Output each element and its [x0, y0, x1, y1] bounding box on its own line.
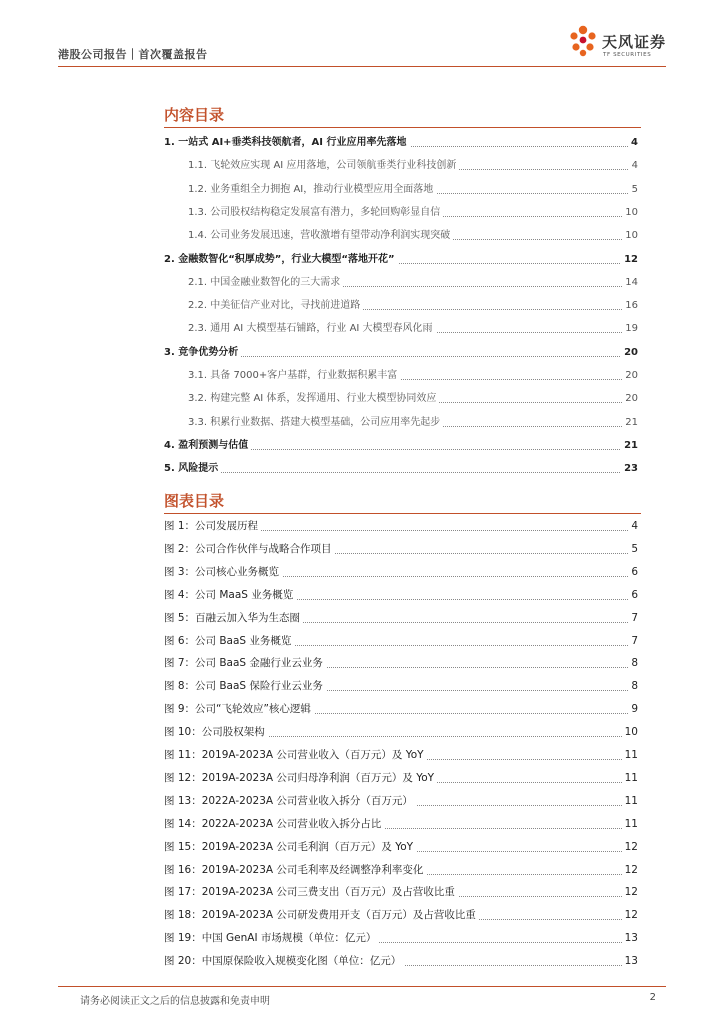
figure-entry-page: 6 — [628, 561, 638, 583]
figure-entry-page: 5 — [628, 538, 638, 560]
figure-entry[interactable] — [0, 538, 724, 560]
figure-entry[interactable] — [0, 836, 724, 858]
figure-entry-page: 7 — [628, 630, 638, 652]
toc-entry-page: 10 — [622, 203, 638, 223]
figure-entry-text: 图 6：公司 BaaS 业务概览 — [164, 630, 294, 652]
figures-title: 图表目录 — [164, 492, 225, 510]
toc-entry[interactable] — [0, 203, 724, 223]
toc-entry-page: 19 — [622, 319, 638, 339]
toc-entry-text: 3.2. 构建完整 AI 体系，发挥通用、行业大模型协同效应 — [188, 389, 439, 409]
toc-entry[interactable] — [0, 180, 724, 200]
toc-entry-page: 21 — [621, 436, 638, 456]
figure-entry-text: 图 10：公司股权架构 — [164, 721, 268, 743]
toc-entry[interactable] — [0, 133, 724, 153]
footer-divider — [58, 986, 666, 987]
figure-entry-text: 图 1：公司发展历程 — [164, 515, 261, 537]
figure-entry-page: 8 — [628, 675, 638, 697]
figure-entry-text: 图 9：公司“飞轮效应”核心逻辑 — [164, 698, 314, 720]
toc-title-rule — [164, 127, 641, 128]
figure-entry-page: 11 — [622, 767, 638, 789]
toc-entry[interactable] — [0, 226, 724, 246]
toc-entry[interactable] — [0, 250, 724, 270]
toc-entry-text: 3.3. 积累行业数据、搭建大模型基础，公司应用率先起步 — [188, 413, 443, 433]
figure-entry[interactable] — [0, 607, 724, 629]
toc-entry[interactable] — [0, 366, 724, 386]
figure-entry-page: 11 — [622, 744, 638, 766]
figure-entry-text: 图 4：公司 MaaS 业务概览 — [164, 584, 296, 606]
figure-entry-page: 12 — [622, 881, 638, 903]
toc-entry-page: 5 — [629, 180, 638, 200]
logo-en-text: TF SECURITIES — [603, 52, 652, 58]
figure-entry[interactable] — [0, 744, 724, 766]
figure-entry[interactable] — [0, 813, 724, 835]
toc-entry-text: 4. 盈利预测与估值 — [164, 436, 251, 456]
figure-entry-text: 图 3：公司核心业务概览 — [164, 561, 282, 583]
logo-flower-icon — [566, 22, 600, 64]
figure-entry[interactable] — [0, 904, 724, 926]
toc-entry-page: 20 — [621, 343, 638, 363]
footer-disclaimer: 请务必阅读正文之后的信息披露和免责申明 — [80, 996, 270, 1007]
toc-entry-text: 3. 竞争优势分析 — [164, 343, 241, 363]
figure-entry-text: 图 7：公司 BaaS 金融行业云业务 — [164, 652, 326, 674]
figure-entry-page: 7 — [628, 607, 638, 629]
toc-leader-dots — [164, 472, 638, 473]
figure-entry-page: 13 — [622, 927, 638, 949]
figure-entry-text: 图 16：2019A-2023A 公司毛利率及经调整净利率变化 — [164, 859, 426, 881]
figure-entry-text: 图 20：中国原保险收入规模变化图（单位：亿元） — [164, 950, 404, 972]
logo-cn-text: 天风证券 — [602, 33, 667, 51]
figure-entry[interactable] — [0, 859, 724, 881]
toc-entry-page: 23 — [621, 459, 638, 479]
figure-entry-text: 图 17：2019A-2023A 公司三费支出（百万元）及占营收比重 — [164, 881, 458, 903]
figure-entry-page: 12 — [622, 904, 638, 926]
figure-entry-page: 4 — [628, 515, 638, 537]
figure-entry[interactable] — [0, 790, 724, 812]
report-type-label: 港股公司报告｜首次覆盖报告 — [58, 48, 208, 61]
toc-entry-text: 1.2. 业务重组全力拥抱 AI，推动行业模型应用全面落地 — [188, 180, 436, 200]
toc-entry-text: 5. 风险提示 — [164, 459, 221, 479]
figure-entry[interactable] — [0, 515, 724, 537]
figure-entry[interactable] — [0, 584, 724, 606]
figure-entry-page: 11 — [622, 813, 638, 835]
header-divider — [58, 66, 666, 67]
toc-entry[interactable] — [0, 343, 724, 363]
page-header — [0, 0, 724, 72]
page-number: 2 — [649, 992, 656, 1003]
toc-entry[interactable] — [0, 273, 724, 293]
toc-entry-text: 3.1. 具备 7000+客户基群，行业数据积累丰富 — [188, 366, 400, 386]
figure-entry[interactable] — [0, 881, 724, 903]
toc-entry[interactable] — [0, 389, 724, 409]
figure-entry[interactable] — [0, 698, 724, 720]
figure-entry-page: 13 — [622, 950, 638, 972]
toc-entry-page: 20 — [622, 389, 638, 409]
figure-entry-text: 图 18：2019A-2023A 公司研发费用开支（百万元）及占营收比重 — [164, 904, 479, 926]
toc-entry-text: 1.1. 飞轮效应实现 AI 应用落地，公司领航垂类行业科技创新 — [188, 156, 459, 176]
figure-entry-page: 10 — [622, 721, 638, 743]
figure-entry-text: 图 11：2019A-2023A 公司营业收入（百万元）及 YoY — [164, 744, 427, 766]
toc-entry[interactable] — [0, 319, 724, 339]
figure-entry-page: 11 — [622, 790, 638, 812]
figure-entry-text: 图 2：公司合作伙伴与战略合作项目 — [164, 538, 335, 560]
figure-entry-page: 12 — [622, 859, 638, 881]
figure-entry-page: 9 — [628, 698, 638, 720]
figure-entry-text: 图 8：公司 BaaS 保险行业云业务 — [164, 675, 326, 697]
figure-entry-page: 8 — [628, 652, 638, 674]
figure-entry-text: 图 14：2022A-2023A 公司营业收入拆分占比 — [164, 813, 384, 835]
toc-entry[interactable] — [0, 156, 724, 176]
toc-entry-text: 1.4. 公司业务发展迅速，营收激增有望带动净利润实现突破 — [188, 226, 453, 246]
toc-entry[interactable] — [0, 413, 724, 433]
figure-entry[interactable] — [0, 927, 724, 949]
toc-entry[interactable] — [0, 296, 724, 316]
toc-entry-page: 4 — [629, 156, 638, 176]
toc-title: 内容目录 — [164, 106, 225, 124]
figure-entry[interactable] — [0, 721, 724, 743]
toc-entry-page: 10 — [622, 226, 638, 246]
toc-entry-text: 1. 一站式 AI+垂类科技领航者，AI 行业应用率先落地 — [164, 133, 410, 153]
figure-entry[interactable] — [0, 950, 724, 972]
toc-entry-text: 2.3. 通用 AI 大模型基石铺路，行业 AI 大模型春风化雨 — [188, 319, 436, 339]
toc-entry-page: 14 — [622, 273, 638, 293]
figure-entry[interactable] — [0, 767, 724, 789]
figures-title-rule — [164, 513, 641, 514]
toc-entry-page: 12 — [621, 250, 638, 270]
figure-entry[interactable] — [0, 652, 724, 674]
toc-entry-text: 2.1. 中国金融业数智化的三大需求 — [188, 273, 343, 293]
figure-entry[interactable] — [0, 630, 724, 652]
toc-entry[interactable] — [0, 436, 724, 456]
toc-entry[interactable] — [0, 459, 724, 479]
toc-entry-page: 4 — [628, 133, 638, 153]
toc-entry-text: 2.2. 中美征信产业对比，寻找前进道路 — [188, 296, 363, 316]
figure-entry-text: 图 13：2022A-2023A 公司营业收入拆分（百万元） — [164, 790, 416, 812]
figure-entry[interactable] — [0, 675, 724, 697]
toc-entry-page: 16 — [622, 296, 638, 316]
toc-entry-text: 2. 金融数智化“积厚成势”，行业大模型“落地开花” — [164, 250, 398, 270]
figure-entry-text: 图 12：2019A-2023A 公司归母净利润（百万元）及 YoY — [164, 767, 437, 789]
toc-entry-page: 20 — [622, 366, 638, 386]
toc-entry-page: 21 — [622, 413, 638, 433]
company-logo — [566, 22, 676, 64]
figure-entry-page: 6 — [628, 584, 638, 606]
toc-entry-text: 1.3. 公司股权结构稳定发展富有潜力，多轮回购彰显自信 — [188, 203, 443, 223]
figure-entry-text: 图 5：百融云加入华为生态圈 — [164, 607, 303, 629]
figure-entry-text: 图 15：2019A-2023A 公司毛利润（百万元）及 YoY — [164, 836, 416, 858]
figure-entry[interactable] — [0, 561, 724, 583]
figure-entry-page: 12 — [622, 836, 638, 858]
figure-entry-text: 图 19：中国 GenAI 市场规模（单位：亿元） — [164, 927, 379, 949]
